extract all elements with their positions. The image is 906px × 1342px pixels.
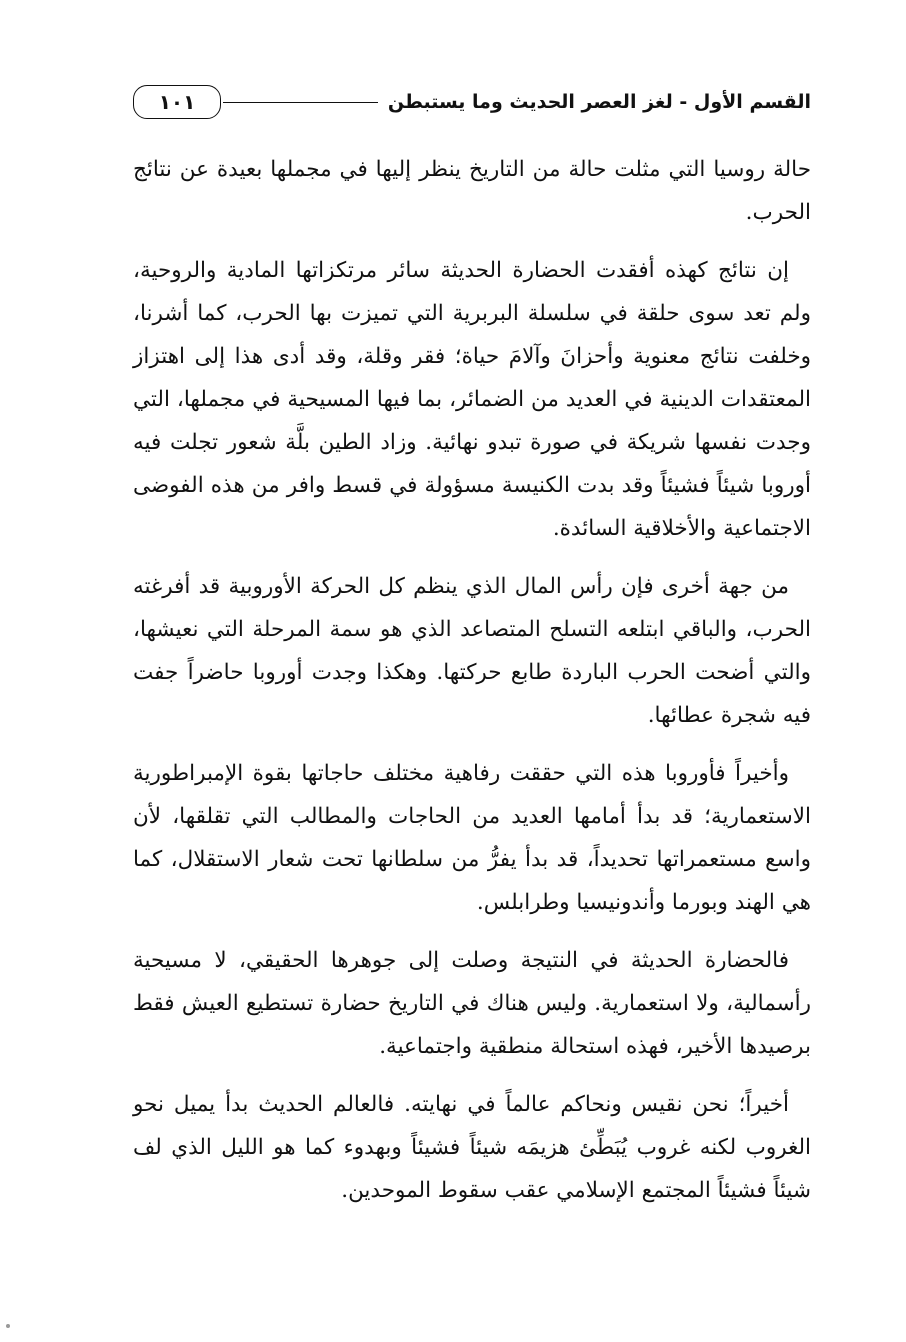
running-header <box>133 80 811 124</box>
paragraph: حالة روسيا التي مثلت حالة من التاريخ ينظر إليها في مجملها بعيدة عن نتائج الحرب. <box>133 157 811 225</box>
body-text <box>133 148 811 1227</box>
paragraph: إن نتائج كهذه أفقدت الحضارة الحديثة سائر مرتكزاتها المادية والروحية، ولم تعد سوى حلقة في سلسلة البربرية التي تميزت بها الحرب، كما أشرنا، وخلفت نتائج معنوية وأحزانَ وآلامَ حياة؛ فقر وقلة، وقد أدى هذا إلى اهتزاز المعتقدات الدينية في العديد من الضمائر، بما فيها المسيحية في مجملها، التي وجدت نفسها شريكة في صورة تبدو نهائية. وزاد الطين بلَّة شعور تجلت فيه أوروبا شيئاً فشيئاً وقد بدت الكنيسة مسؤولة في قسط وافر من هذه الفوضى الاجتماعية والأخلاقية السائدة. <box>133 258 811 541</box>
paragraph: من جهة أخرى فإن رأس المال الذي ينظم كل الحركة الأوروبية قد أفرغته الحرب، والباقي ابتلعه التسلح المتصاعد الذي هو سمة المرحلة التي نعيشها، والتي أضحت الحرب الباردة طابع حركتها. وهكذا وجدت أوروبا حاضراً جفت فيه شجرة عطائها. <box>133 574 811 728</box>
paragraph: فالحضارة الحديثة في النتيجة وصلت إلى جوهرها الحقيقي، لا مسيحية رأسمالية، ولا استعمارية. وليس هناك في التاريخ حضارة تستطيع العيش فقط برصيدها الأخير، فهذه استحالة منطقية واجتماعية. <box>133 948 811 1059</box>
page-number: ١٠١ <box>133 85 221 119</box>
header-rule <box>223 102 378 103</box>
scan-speck <box>6 1324 10 1328</box>
paragraph: وأخيراً فأوروبا هذه التي حققت رفاهية مختلف حاجاتها بقوة الإمبراطورية الاستعمارية؛ قد بدأ أمامها العديد من الحاجات والمطالب التي تقلقها، لأن واسع مستعمراتها تحديداً، قد بدأ يفرُّ من سلطانها تحت شعار الاستقلال، كما هي الهند وبورما وأندونيسيا وطرابلس. <box>133 761 811 915</box>
paragraph: أخيراً؛ نحن نقيس ونحاكم عالماً في نهايته. فالعالم الحديث بدأ يميل نحو الغروب لكنه غروب يُبَطِّئ هزيمَه شيئاً فشيئاً وبهدوء كما هو الليل الذي لف شيئاً فشيئاً المجتمع الإسلامي عقب سقوط الموحدين. <box>133 1092 811 1203</box>
header-title: القسم الأول - لغز العصر الحديث وما يستبطن <box>387 91 811 113</box>
